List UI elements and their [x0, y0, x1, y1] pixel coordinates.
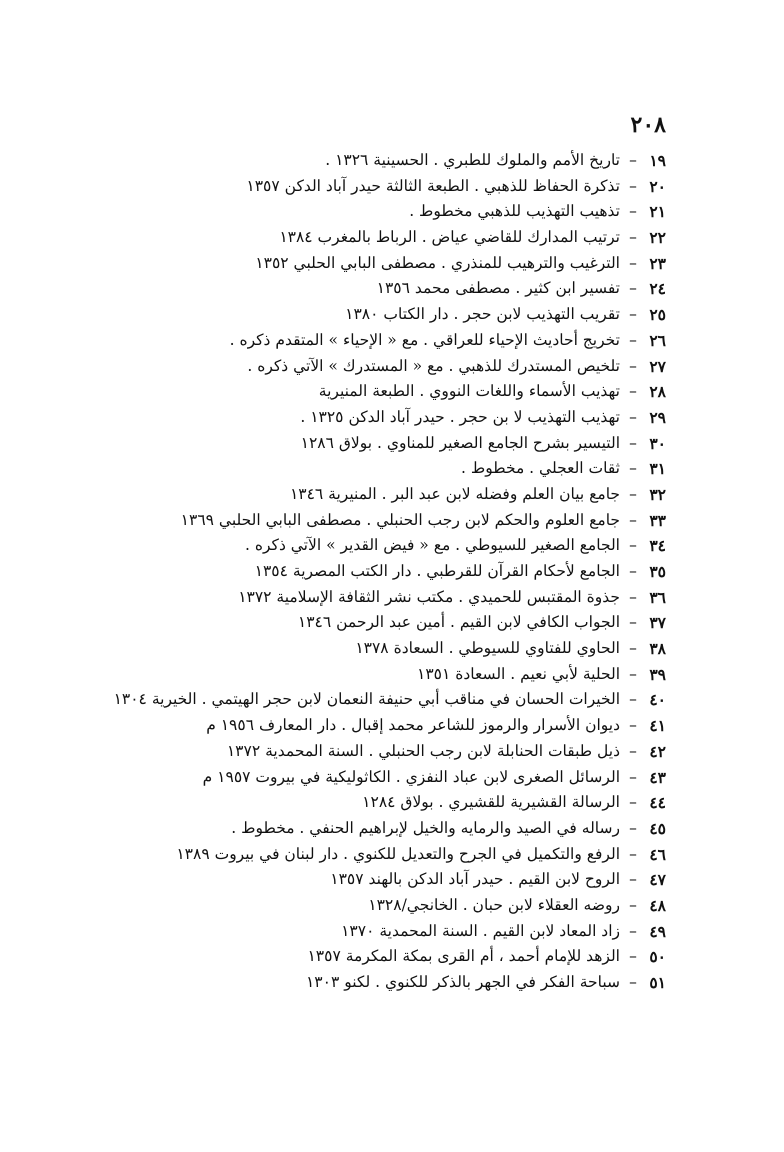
bibliography-entry: [46, 148, 666, 174]
bibliography-entry: [46, 559, 666, 585]
entry-number: ٢٧: [649, 356, 666, 376]
entry-number: ٢٥: [649, 305, 666, 325]
entry-dash: –: [629, 690, 637, 709]
entry-text: الروح لابن القيم . حيدر آباد الدكن بالهند ١٣٥٧: [330, 870, 620, 889]
entry-dash: –: [629, 767, 637, 786]
entry-dash: –: [629, 228, 637, 247]
bibliography-entry: [46, 251, 666, 277]
entry-dash: –: [629, 895, 637, 914]
entry-text: التيسير بشرح الجامع الصغير للمناوي . بولاق ١٢٨٦: [300, 433, 620, 452]
entry-number: ٢٣: [649, 253, 666, 273]
page-number: ٢٠٨: [630, 112, 666, 138]
bibliography-entry: [46, 919, 666, 945]
bibliography-entry: [46, 713, 666, 739]
bibliography-entry: [46, 302, 666, 328]
entry-number: ٤٨: [649, 895, 666, 915]
entry-text: الجامع لأحكام القرآن للقرطبي . دار الكتب المصرية ١٣٥٤: [254, 562, 620, 580]
bibliography-entry: [46, 790, 666, 816]
bibliography-entry: [46, 610, 666, 636]
entry-number: ٢٤: [649, 279, 666, 299]
entry-text: روضه العقلاء لابن حبان . الخانجي/١٣٢٨: [368, 895, 620, 914]
bibliography-entry: [46, 379, 666, 405]
bibliography-entry: [46, 354, 666, 380]
entry-dash: –: [629, 510, 637, 529]
bibliography-entry: [46, 687, 666, 713]
entry-number: ٤٧: [649, 870, 666, 890]
entry-text: تلخيص المستدرك للذهبي . مع « المستدرك » الآتي ذكره .: [247, 356, 620, 375]
bibliography-entry: [46, 585, 666, 611]
entry-text: رساله في الصيد والرمايه والخيل لإبراهيم الحنفي . مخطوط .: [231, 818, 620, 837]
entry-number: ٣١: [649, 459, 666, 479]
entry-text: سباحة الفكر في الجهر بالذكر للكنوي . لكنو ١٣٠٣: [305, 973, 620, 991]
entry-number: ٤٠: [649, 690, 666, 710]
entry-dash: –: [629, 253, 637, 272]
entry-dash: –: [629, 587, 637, 606]
bibliography-entry: [46, 944, 666, 970]
entry-dash: –: [629, 202, 637, 221]
entry-text: جامع العلوم والحكم لابن رجب الحنبلي . مصطفى البابي الحلبي ١٣٦٩: [180, 510, 620, 529]
entry-text: الجامع الصغير للسيوطي . مع « فيض القدير » الآتي ذكره .: [245, 536, 620, 555]
entry-dash: –: [629, 382, 637, 401]
entry-number: ٢٢: [649, 228, 666, 248]
entry-number: ٥١: [649, 973, 666, 992]
entry-text: ترتيب المدارك للقاضي عياض . الرباط بالمغرب ١٣٨٤: [279, 228, 620, 247]
entry-text: تقريب التهذيب لابن حجر . دار الكتاب ١٣٨٠: [345, 305, 620, 324]
bibliography-entry: [46, 431, 666, 457]
bibliography-entry: [46, 970, 666, 996]
bibliography-entry: [46, 276, 666, 302]
entry-text: جامع بيان العلم وفضله لابن عبد البر . المنيرية ١٣٤٦: [289, 484, 620, 503]
entry-number: ٤٩: [649, 921, 666, 941]
bibliography-entry: [46, 508, 666, 534]
bibliography-entry: [46, 662, 666, 688]
entry-dash: –: [629, 844, 637, 863]
entry-dash: –: [629, 818, 637, 837]
entry-text: تفسير ابن كثير . مصطفى محمد ١٣٥٦: [376, 279, 620, 298]
entry-number: ٢٦: [649, 330, 666, 350]
entry-number: ٥٠: [649, 947, 666, 967]
entry-text: الترغيب والترهيب للمنذري . مصطفى البابي الحلبي ١٣٥٢: [255, 253, 620, 272]
entry-number: ٣٤: [649, 536, 666, 556]
bibliography-entry: [46, 225, 666, 251]
entry-number: ٢٨: [649, 382, 666, 402]
bibliography-entry: [46, 328, 666, 354]
bibliography-entry: [46, 765, 666, 791]
entry-text: الحلية لأبي نعيم . السعادة ١٣٥١: [417, 664, 620, 683]
entry-number: ٢٩: [649, 407, 666, 427]
entry-number: ٢٠: [649, 176, 666, 196]
entry-number: ٣٢: [649, 484, 666, 504]
entry-dash: –: [629, 921, 637, 940]
entry-dash: –: [629, 716, 637, 735]
entry-dash: –: [629, 484, 637, 503]
entry-text: تذهيب التهذيب للذهبي مخطوط .: [409, 202, 620, 221]
entry-dash: –: [629, 741, 637, 760]
entry-text: ذيل طبقات الحنابلة لابن رجب الحنبلي . السنة المحمدية ١٣٧٢: [226, 741, 620, 760]
bibliography-entry: [46, 816, 666, 842]
entry-text: تخريج أحاديث الإحياء للعراقي . مع « الإحياء » المتقدم ذكره .: [229, 330, 620, 349]
entry-text: الحاوي للفتاوي للسيوطي . السعادة ١٣٧٨: [355, 639, 620, 658]
entry-number: ٤٤: [649, 793, 666, 813]
bibliography-entry: [46, 174, 666, 200]
entry-dash: –: [629, 151, 637, 169]
entry-number: ٤١: [649, 716, 666, 736]
bibliography-entry: [46, 456, 666, 482]
entry-text: زاد المعاد لابن القيم . السنة المحمدية ١٣٧٠: [341, 921, 620, 940]
entry-number: ٣٣: [649, 510, 666, 530]
entry-number: ٣٧: [649, 613, 666, 633]
entry-dash: –: [629, 562, 637, 580]
entry-text: جذوة المقتبس للحميدي . مكتب نشر الثقافة الإسلامية ١٣٧٢: [238, 587, 620, 606]
entry-dash: –: [629, 973, 637, 991]
entry-text: تهذيب التهذيب لا بن حجر . حيدر آباد الدكن ١٣٢٥ .: [300, 407, 620, 426]
entry-text: الزهد للإمام أحمد ، أم القرى بمكة المكرمة ١٣٥٧: [307, 947, 620, 966]
entry-number: ٤٣: [649, 767, 666, 787]
entry-text: الرفع والتكميل في الجرح والتعديل للكنوي . دار لبنان في بيروت ١٣٨٩: [176, 844, 620, 863]
entry-text: ديوان الأسرار والرموز للشاعر محمد إقبال . دار المعارف ١٩٥٦ م: [206, 716, 620, 735]
entry-dash: –: [629, 407, 637, 426]
entry-number: ٤٥: [649, 818, 666, 838]
bibliography-entry: [46, 739, 666, 765]
bibliography-entry: [46, 482, 666, 508]
bibliography-entry: [46, 636, 666, 662]
entry-dash: –: [629, 613, 637, 632]
entry-dash: –: [629, 176, 637, 195]
entry-number: ٣٥: [649, 562, 666, 581]
entry-number: ٣٠: [649, 433, 666, 453]
entry-dash: –: [629, 793, 637, 812]
bibliography-entry: [46, 867, 666, 893]
entry-dash: –: [629, 305, 637, 324]
entry-text: الخيرات الحسان في مناقب أبي حنيفة النعمان لابن حجر الهيتمي . الخيرية ١٣٠٤: [113, 690, 620, 709]
entry-number: ٣٨: [649, 639, 666, 659]
entry-number: ١٩: [649, 151, 666, 170]
entry-text: تذكرة الحفاظ للذهبي . الطبعة الثالثة حيدر آباد الدكن ١٣٥٧: [246, 176, 620, 195]
entry-text: الجواب الكافي لابن القيم . أمين عبد الرحمن ١٣٤٦: [297, 613, 620, 632]
entry-text: تاريخ الأمم والملوك للطبري . الحسينية ١٣٢٦ .: [325, 151, 620, 169]
entry-dash: –: [629, 639, 637, 658]
entry-number: ٣٩: [649, 664, 666, 684]
bibliography-entry: [46, 199, 666, 225]
bibliography-entry: [46, 893, 666, 919]
entry-text: ثقات العجلي . مخطوط .: [461, 459, 620, 478]
entry-number: ٤٢: [649, 741, 666, 761]
bibliography-entry: [46, 842, 666, 868]
entry-dash: –: [629, 870, 637, 889]
entry-text: الرسالة القشيرية للقشيري . بولاق ١٢٨٤: [362, 793, 620, 812]
entry-dash: –: [629, 947, 637, 966]
entry-dash: –: [629, 279, 637, 298]
bibliography-entry: [46, 405, 666, 431]
entry-number: ٤٦: [649, 844, 666, 864]
bibliography-entry: [46, 533, 666, 559]
entry-number: ٢١: [649, 202, 666, 222]
entry-text: الرسائل الصغرى لابن عباد النفزي . الكاثوليكية في بيروت ١٩٥٧ م: [202, 767, 620, 786]
entry-dash: –: [629, 664, 637, 683]
entry-dash: –: [629, 330, 637, 349]
entry-dash: –: [629, 536, 637, 555]
entry-dash: –: [629, 459, 637, 478]
bibliography-list: [46, 148, 666, 996]
entry-dash: –: [629, 356, 637, 375]
entry-text: تهذيب الأسماء واللغات النووي . الطبعة المنيرية: [318, 382, 620, 401]
entry-number: ٣٦: [649, 587, 666, 607]
entry-dash: –: [629, 433, 637, 452]
